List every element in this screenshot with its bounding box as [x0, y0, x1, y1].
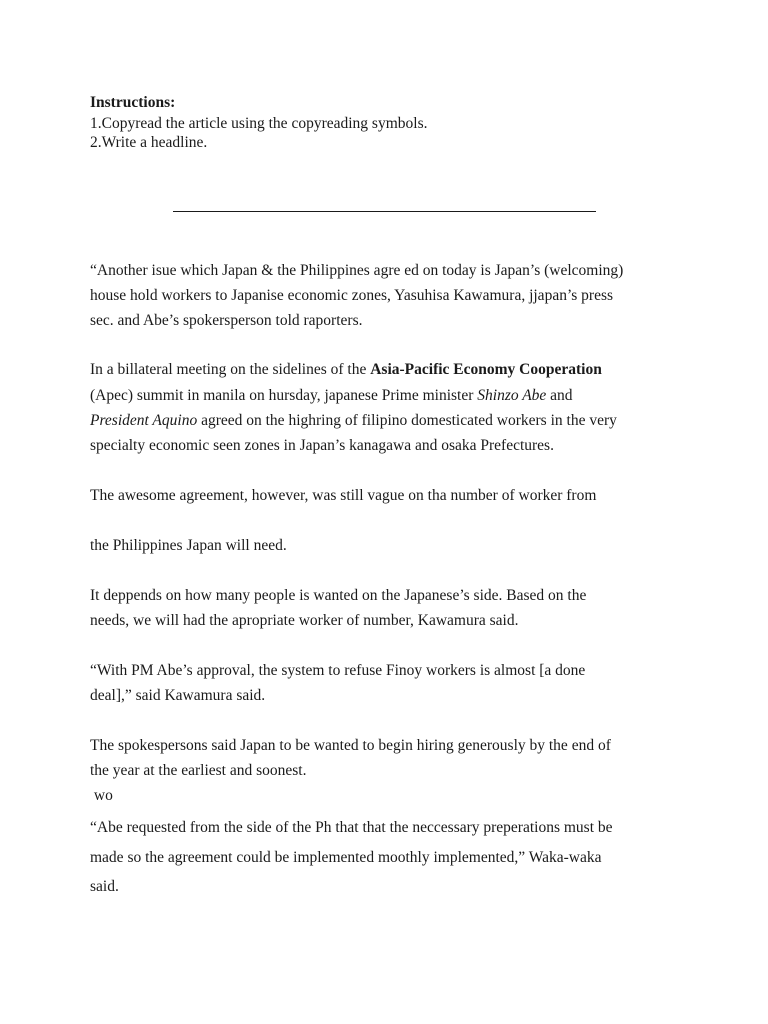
article-p7-stray-text: wo: [90, 787, 113, 804]
shinzo-abe-name: Shinzo Abe: [477, 387, 547, 404]
article-p8-line-2: made so the agreement could be implemented moothly implemented,” Waka-waka: [90, 849, 602, 866]
instruction-item-1: 1.Copyread the article using the copyreading symbols.: [90, 115, 428, 132]
article-p8-line-1: “Abe requested from the side of the Ph that that the neccessary preperations must be: [90, 819, 613, 836]
article-p2-line-3: [90, 411, 617, 431]
article-p2-text: agreed on the highring of filipino domesticated workers in the very: [197, 412, 617, 429]
article-p2-text: In a billateral meeting on the sidelines of the: [90, 361, 371, 378]
article-p1-line-2: house hold workers to Japanise economic zones, Yasuhisa Kawamura, jjapan’s press: [90, 287, 614, 304]
article-p2-line-2: [90, 386, 573, 406]
instructions-heading: Instructions:: [90, 94, 176, 111]
article-p2-text: (Apec) summit in manila on hursday, japanese Prime minister: [90, 387, 478, 404]
apec-full-name: Asia-Pacific Economy Cooperation: [370, 361, 602, 378]
headline-blank-line: [173, 211, 596, 212]
article-p7-line-1: The spokespersons said Japan to be wanted to begin hiring generously by the end of: [90, 737, 611, 754]
article-p8-line-3: said.: [90, 878, 119, 895]
article-p7-line-2: the year at the earliest and soonest.: [90, 762, 307, 779]
president-aquino-name: President Aquino: [90, 412, 198, 429]
article-p2-text: and: [546, 387, 573, 404]
instruction-item-2: 2.Write a headline.: [90, 134, 208, 151]
article-p6-line-2: deal],” said Kawamura said.: [90, 687, 266, 704]
article-p2-line-1: [90, 360, 602, 380]
article-p3: The awesome agreement, however, was still vague on tha number of worker from: [90, 487, 597, 504]
article-p6-line-1: “With PM Abe’s approval, the system to refuse Finoy workers is almost [a done: [90, 662, 586, 679]
article-p1-line-3: sec. and Abe’s spokersperson told raporters.: [90, 312, 363, 329]
article-p4: the Philippines Japan will need.: [90, 537, 287, 554]
article-p5-line-2: needs, we will had the apropriate worker of number, Kawamura said.: [90, 612, 519, 629]
article-p5-line-1: It deppends on how many people is wanted on the Japanese’s side. Based on the: [90, 587, 587, 604]
article-p1-line-1: “Another isue which Japan & the Philippines agre ed on today is Japan’s (welcoming): [90, 262, 624, 279]
article-p2-line-4: specialty economic seen zones in Japan’s kanagawa and osaka Prefectures.: [90, 437, 554, 454]
